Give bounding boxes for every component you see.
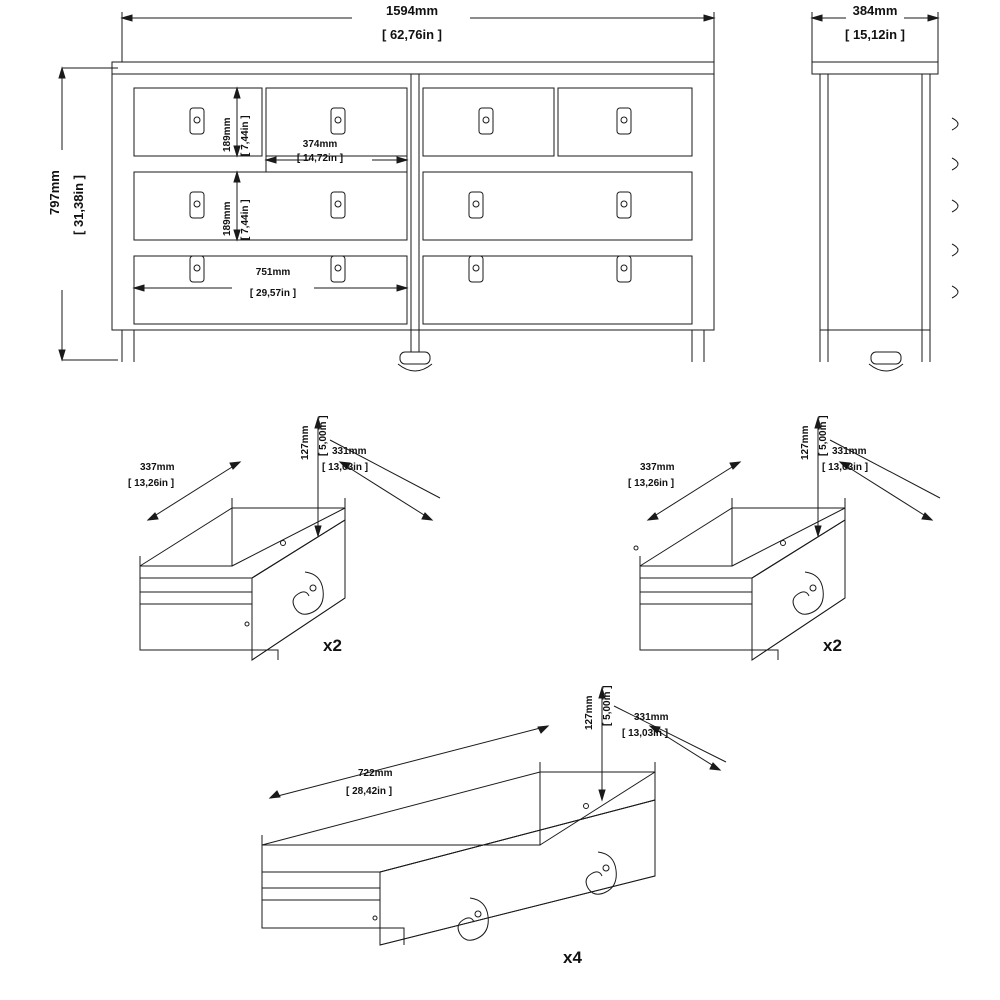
front-width-in: [ 62,76in ]	[382, 27, 442, 42]
front-dim-374-in: [ 14,72in ]	[296, 153, 344, 164]
drawer3-dim-127-mm: 127mm	[584, 695, 595, 730]
drawer2-dim-337-in: [ 13,26in ]	[628, 478, 675, 489]
front-dim-374-mm: 374mm	[302, 139, 338, 150]
front-height-mm: 797mm	[47, 170, 62, 215]
drawer1-dim-127-mm: 127mm	[300, 425, 311, 460]
drawer3-dim-722-in: [ 28,42in ]	[346, 786, 393, 797]
front-dim-189-top-in: [ 7,44in ]	[240, 115, 251, 156]
drawer2-dim-127-in: [ 5,00in ]	[818, 415, 829, 456]
drawer3-dim-722-mm: 722mm	[358, 768, 393, 779]
drawer2-qty: x2	[823, 636, 842, 655]
front-dim-189-mid-mm: 189mm	[222, 201, 233, 236]
front-dim-189-top-mm: 189mm	[222, 117, 233, 152]
front-dim-751-mm: 751mm	[255, 267, 291, 278]
drawer3-dim-127-in: [ 5,00in ]	[602, 685, 613, 726]
front-dim-189-mid-in: [ 7,44in ]	[240, 199, 251, 240]
front-width-mm: 1594mm	[385, 3, 439, 18]
drawer1-dim-127-in: [ 5,00in ]	[318, 415, 329, 456]
drawer2-dim-331-in: [ 13,03in ]	[822, 462, 869, 473]
drawer2-dim-331-mm: 331mm	[832, 446, 867, 457]
front-height-in: [ 31,38in ]	[71, 175, 86, 235]
drawer1-dim-331-in: [ 13,03in ]	[322, 462, 369, 473]
drawer3-qty: x4	[563, 948, 582, 967]
drawer1-dim-337-in: [ 13,26in ]	[128, 478, 175, 489]
drawer1-qty: x2	[323, 636, 342, 655]
drawer2-dim-337-mm: 337mm	[640, 462, 675, 473]
side-depth-mm: 384mm	[852, 3, 898, 18]
drawer1-dim-331-mm: 331mm	[332, 446, 367, 457]
drawer2-dim-127-mm: 127mm	[800, 425, 811, 460]
front-dim-751-in: [ 29,57in ]	[249, 288, 297, 299]
drawer1-dim-337-mm: 337mm	[140, 462, 175, 473]
drawer3-dim-331-in: [ 13,03in ]	[622, 728, 669, 739]
side-depth-in: [ 15,12in ]	[845, 27, 905, 42]
drawer3-dim-331-mm: 331mm	[634, 712, 669, 723]
